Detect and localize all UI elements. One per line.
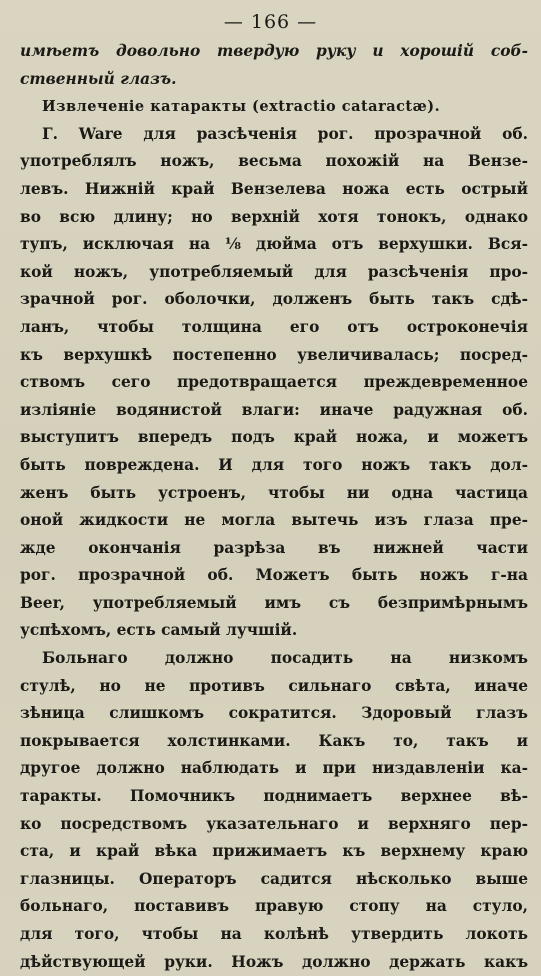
text-line: рог. прозрачной об. Можетъ быть ножъ г-на (20, 566, 528, 585)
text-line: успѣхомъ, есть самый лучшій. (20, 621, 298, 640)
text-line: таракты. Помочникъ поднимаетъ верхнее вѣ- (20, 787, 528, 806)
text-line: стулѣ, но не противъ сильнаго свѣта, иначе (20, 676, 528, 695)
text-line: ственный глазъ. (20, 69, 177, 88)
text-line: кой ножъ, употребляемый для разсѣченія про- (20, 262, 528, 281)
text-line: ста, и край вѣка прижимаетъ къ верхнему краю (20, 842, 528, 861)
text-line: глазницы. Операторъ садится нѣсколько выше (20, 869, 528, 888)
text-line: употреблялъ ножъ, весьма похожій на Вензе- (20, 152, 528, 171)
text-line: имѣетъ довольно твердую руку и хорошій соб- (20, 42, 528, 60)
text-line: Больнаго должно посадить на низкомъ (42, 649, 528, 668)
text-line: ствомъ сего предотвращается преждевременное (20, 373, 528, 392)
text-line: больнаго, поставивъ правую стопу на стуло, (20, 897, 528, 916)
text-line: Г. Ware для разсѣченія рог. прозрачной об. (42, 124, 528, 143)
text-line: быть повреждена. И для того ножъ такъ дол- (20, 455, 528, 474)
text-line: ланъ, чтобы толщина его отъ остроконечія (20, 317, 528, 336)
text-line: къ верхушкѣ постепенно увеличивалась; посред- (20, 345, 528, 364)
section-heading: Извлеченіе катаракты (extractio cataractæ). (42, 98, 441, 116)
text-line: жде окончанія разрѣза въ нижней части (20, 538, 528, 557)
page-number: — 166 — (223, 11, 318, 33)
body-text (20, 38, 528, 976)
text-line: тупъ, исключая на ⅛ дюйма отъ верхушки. Вся- (20, 235, 528, 254)
text-line: дѣйствующей руки. Ножъ должно держать какъ (20, 952, 528, 971)
text-line: изліяніе водянистой влаги: иначе радужная об. (20, 400, 528, 419)
text-line: женъ быть устроенъ, чтобы ни одна частица (20, 483, 528, 502)
text-line: зрачной рог. оболочки, долженъ быть такъ сдѣ- (20, 290, 528, 309)
text-line: выступитъ впередъ подъ край ножа, и можетъ (20, 428, 528, 447)
text-line: ко посредствомъ указательнаго и верхняго пер- (20, 814, 528, 833)
text-line: покрывается холстинками. Какъ то, такъ и (20, 731, 528, 750)
text-line: для того, чтобы на колѣнѣ утвердить локоть (20, 925, 528, 943)
text-line: зѣница слишкомъ сократится. Здоровый глазъ (20, 704, 528, 723)
text-line: Beer, употребляемый имъ съ безпримѣрнымъ (20, 593, 528, 612)
text-line: оной жидкости не могла вытечь изъ глаза пре- (20, 511, 528, 530)
text-line: левъ. Нижній край Вензелева ножа есть острый (20, 179, 528, 198)
text-line: другое должно наблюдать и при низдавленіи ка- (20, 759, 528, 778)
text-line: во всю длину; но верхній хотя тонокъ, однако (20, 207, 528, 226)
